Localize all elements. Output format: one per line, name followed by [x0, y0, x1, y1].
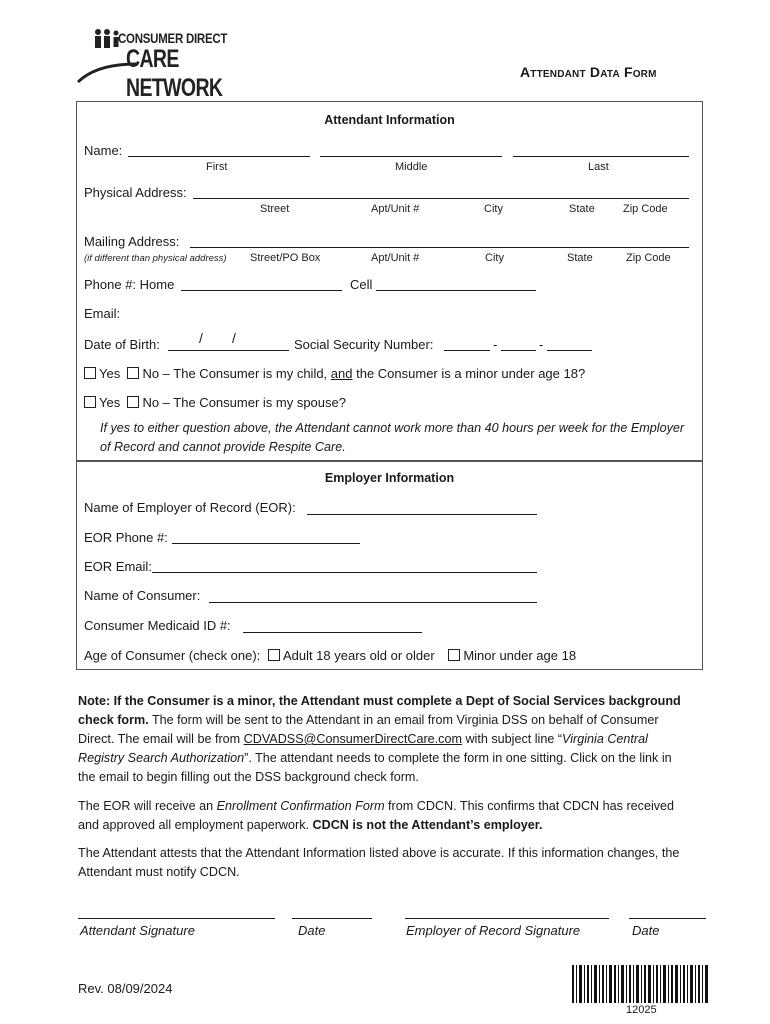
ssn-dash-2: - [539, 337, 544, 352]
home-phone-field[interactable] [181, 290, 342, 291]
physical-apt-caption: Apt/Unit # [371, 203, 420, 215]
eor-signature-field[interactable] [405, 918, 609, 919]
physical-zip-caption: Zip Code [623, 203, 668, 215]
eor-name-label: Name of Employer of Record (EOR): [84, 500, 296, 515]
barcode-icon [572, 965, 710, 1003]
attendant-date-field[interactable] [292, 918, 372, 919]
mailing-note: (if different than physical address) [84, 253, 227, 264]
note-text-1: The form will be sent to the Attendant in an email from Virginia DSS on behalf of Consumer Direct. The email will be from [78, 713, 659, 746]
physical-address-label: Physical Address: [84, 185, 187, 200]
medicaid-id-field[interactable] [243, 632, 422, 633]
first-caption: First [206, 161, 228, 173]
question-child [84, 366, 585, 381]
eor-text-2: from CDCN. This confirms that CDCN has received and approved all employment paperwork. [78, 799, 675, 832]
mailing-street-caption: Street/PO Box [250, 252, 321, 264]
ssn-label: Social Security Number: [294, 337, 434, 352]
hours-warning: If yes to either question above, the Attendant cannot work more than 40 hours per week for the Employer of Record and cannot provide Respite Care. [100, 421, 685, 454]
consumer-age-row [84, 648, 576, 663]
minor-label: Minor under age 18 [463, 648, 577, 663]
eor-date-label: Date [632, 923, 660, 938]
dss-email-link[interactable]: CDVADSS@ConsumerDirectCare.com [243, 732, 462, 746]
minor-checkbox[interactable] [448, 649, 460, 661]
ssn-part1-field[interactable] [444, 350, 490, 351]
logo-line1: CONSUMER DIRECT [118, 30, 228, 46]
note-subject: Virginia Central Registry Search Authorization [78, 732, 648, 765]
physical-address-field[interactable] [193, 198, 689, 199]
email-label: Email: [84, 306, 121, 321]
middle-name-field[interactable] [320, 156, 502, 157]
medicaid-id-label: Consumer Medicaid ID #: [84, 618, 231, 633]
eor-bold: CDCN is not the Attendant’s employer. [312, 818, 543, 832]
ssn-part3-field[interactable] [547, 350, 592, 351]
note-text-3: ”. The attendant needs to complete the form in one sitting. Click on the link in the email to begin filling out the DSS background check form. [78, 751, 672, 784]
dob-field[interactable] [168, 350, 289, 351]
eor-form-name: Enrollment Confirmation Form [216, 799, 385, 813]
eor-email-label: EOR Email: [84, 559, 152, 574]
employer-section [76, 460, 703, 670]
q2-yes-checkbox[interactable] [84, 396, 96, 408]
dob-label: Date of Birth: [84, 337, 160, 352]
eor-date-field[interactable] [629, 918, 706, 919]
form-title: Attendant Data Form [520, 64, 657, 80]
physical-city-caption: City [484, 203, 503, 215]
attendant-date-label: Date [298, 923, 326, 938]
logo-line2: CARE NETWORK [126, 45, 223, 102]
q1-and-underlined: and [330, 366, 353, 381]
q1-no-label-pre: No – The Consumer is my child, [142, 366, 331, 381]
question-spouse [84, 395, 346, 410]
age-label: Age of Consumer (check one): [84, 648, 261, 663]
first-name-field[interactable] [128, 156, 310, 157]
revision-date: Rev. 08/09/2024 [78, 981, 173, 996]
eor-phone-field[interactable] [172, 543, 360, 544]
cell-phone-label: Cell [350, 277, 373, 292]
cell-phone-field[interactable] [376, 290, 536, 291]
note-text-2: with subject line “ [461, 732, 563, 746]
physical-state-caption: State [569, 203, 595, 215]
dob-separator-2: / [232, 330, 236, 346]
q1-no-checkbox[interactable] [127, 367, 139, 379]
q1-yes-label: Yes [99, 366, 121, 381]
q2-yes-label: Yes [99, 395, 121, 410]
logo-swoosh-icon [76, 54, 156, 84]
physical-street-caption: Street [260, 203, 290, 215]
q1-yes-checkbox[interactable] [84, 367, 96, 379]
mailing-address-field[interactable] [190, 247, 689, 248]
consumer-name-label: Name of Consumer: [84, 588, 201, 603]
eor-text-1: The EOR will receive an [78, 799, 217, 813]
mailing-zip-caption: Zip Code [626, 252, 671, 264]
adult-checkbox[interactable] [268, 649, 280, 661]
attendant-heading: Attendant Information [324, 113, 455, 127]
dob-separator-1: / [199, 330, 203, 346]
eor-name-field[interactable] [307, 514, 537, 515]
eor-phone-label: EOR Phone #: [84, 530, 168, 545]
note-bold: Note: If the Consumer is a minor, the Attendant must complete a Dept of Social Services background check form. [78, 694, 681, 727]
logo [76, 26, 266, 102]
mailing-state-caption: State [567, 252, 593, 264]
attendant-signature-label: Attendant Signature [80, 923, 195, 938]
note-paragraph-1 [78, 692, 688, 787]
ssn-part2-field[interactable] [501, 350, 536, 351]
barcode-number: 12025 [626, 1004, 657, 1016]
note-paragraph-2 [78, 797, 688, 835]
attendant-signature-field[interactable] [78, 918, 275, 919]
q2-no-checkbox[interactable] [127, 396, 139, 408]
adult-label: Adult 18 years old or older [282, 648, 435, 663]
eor-signature-label: Employer of Record Signature [406, 923, 581, 938]
last-name-field[interactable] [513, 156, 689, 157]
mailing-city-caption: City [485, 252, 504, 264]
ssn-dash-1: - [493, 337, 498, 352]
eor-email-field[interactable] [152, 572, 537, 573]
mailing-address-label: Mailing Address: [84, 234, 180, 249]
mailing-apt-caption: Apt/Unit # [371, 252, 420, 264]
q2-no-label: No – The Consumer is my spouse? [142, 395, 346, 410]
note-paragraph-3: The Attendant attests that the Attendant Information listed above is accurate. If this information changes, the Attendant must notify CDCN. [78, 846, 680, 879]
home-phone-label: Phone #: Home [84, 277, 175, 292]
name-label: Name: [84, 143, 123, 158]
employer-heading: Employer Information [324, 471, 455, 485]
consumer-name-field[interactable] [209, 602, 537, 603]
q1-no-label-post: the Consumer is a minor under age 18? [352, 366, 586, 381]
last-caption: Last [588, 161, 609, 173]
middle-caption: Middle [395, 161, 428, 173]
